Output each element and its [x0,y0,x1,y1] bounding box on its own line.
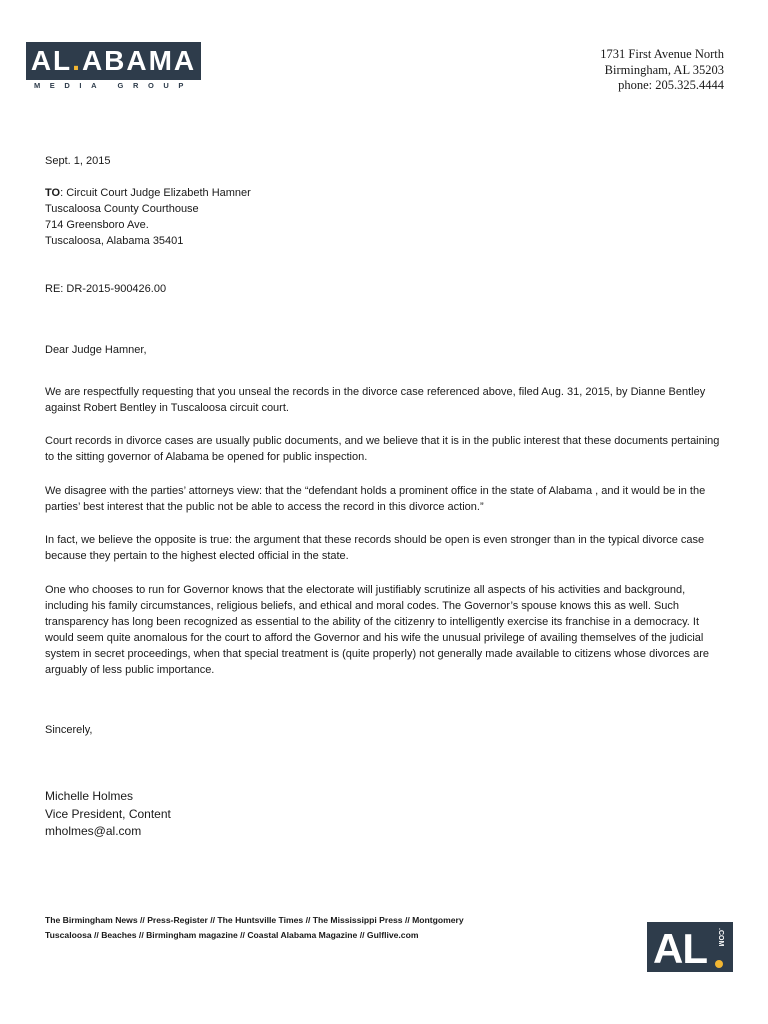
salutation: Dear Judge Hamner, [45,344,147,356]
body-paragraph: One who chooses to run for Governor knows that the electorate will justifiably scrutinize all aspects of his activities and background, including his family circumstances, religious beliefs, and ethical and moral codes. The Governor’s spouse knows this as well. Such transparency has long been recognized as essential to the ability of the citizenry to intelligently exercise its franchise in a democracy. It would seem quite anomalous for the court to afford the Governor and his wife the unusual privilege of availing themselves of the judicial system in secret proceedings, when that special treatment is (quite properly) not generally made available to citizens whose divorces are arguably of less public importance. [45,584,709,676]
logo-wordmark-dot: . [72,45,82,76]
case-reference: RE: DR-2015-900426.00 [45,283,167,295]
address-phone: phone: 205.325.4444 [618,78,724,92]
recipient-office: Tuscaloosa County Courthouse [45,203,199,215]
footer-publications [45,913,464,943]
al-logo-dot-icon [715,960,723,968]
recipient-block [45,185,730,249]
signature-block [45,788,171,841]
recipient-city: Tuscaloosa, Alabama 35401 [45,235,184,247]
closing: Sincerely, [45,724,93,736]
address-city: Birmingham, AL 35203 [604,62,724,77]
signer-title: Vice President, Content [45,806,171,821]
logo-wordmark [26,42,201,80]
al-logo-com: .COM [717,928,724,947]
recipient-street: 714 Greensboro Ave. [45,219,149,231]
recipient-name: : Circuit Court Judge Elizabeth Hamner [60,187,251,199]
alabama-media-group-logo [26,42,201,94]
body-paragraph: In fact, we believe the opposite is true: the argument that these records should be open is even stronger than in the typical divorce case because they pertain to the highest elected official in the state. [45,534,705,562]
footer-publications-line: Tuscaloosa // Beaches // Birmingham magazine // Coastal Alabama Magazine // Gulflive.com [45,930,419,940]
body-paragraph: We are respectfully requesting that you unseal the records in the divorce case referenced above, filed Aug. 31, 2015, by Dianne Bentley against Robert Bentley in Tuscaloosa circuit court. [45,386,706,414]
logo-wordmark-right: ABAMA [81,45,197,76]
to-label: TO [45,187,61,199]
body-paragraph: We disagree with the parties’ attorneys view: that the “defendant holds a prominent office in the state of Alabama , and it would be in the parties’ best interest that the public not be able to access the record in this divorce action.” [45,485,706,513]
letter-date: Sept. 1, 2015 [45,155,111,167]
address-street: 1731 First Avenue North [600,47,724,61]
al-com-logo [647,922,733,972]
footer-publications-line: The Birmingham News // Press-Register // The Huntsville Times // The Mississippi Press // Montgomery [45,915,464,925]
logo-wordmark-left: AL [30,45,73,76]
company-address [600,47,724,94]
al-logo-text: AL [653,925,707,972]
logo-subtitle: MEDIA GROUP [33,81,194,90]
recipient-name-line [45,185,730,201]
signer-name: Michelle Holmes [45,789,134,803]
body-paragraph: Court records in divorce cases are usually public documents, and we believe that it is in the public interest that these documents pertaining to the sitting governor of Alabama be opened for public inspection. [45,435,720,463]
signer-email: mholmes@al.com [45,824,142,838]
